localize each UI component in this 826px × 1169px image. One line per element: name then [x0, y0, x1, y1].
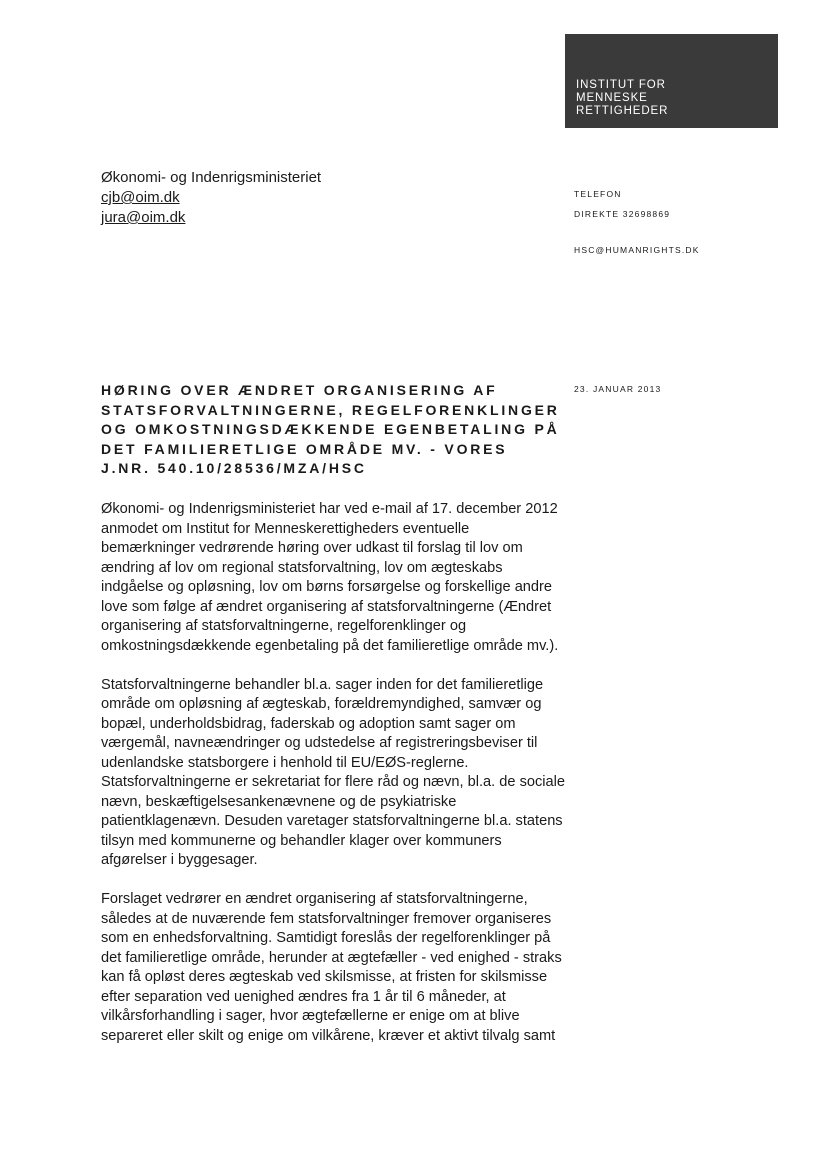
institute-logo: [565, 34, 778, 128]
logo-line-1: INSTITUT FOR: [576, 79, 666, 91]
recipient-name: Økonomi- og Indenrigsministeriet: [101, 169, 322, 186]
recipient-block: [101, 168, 321, 228]
phone-label: TELEFON: [574, 189, 622, 199]
body-paragraph: Forslaget vedrører en ændret organisering af statsforvaltningerne, således at de nuværende fem statsforvaltninger fremover organiseres som en enhedsforvaltning. Samtidigt foreslås der regelforenklinger på det familieretlige område, herunder at ægtefæller - ved enighed - straks kan få opløst deres ægteskab ved skilsmisse, at fristen for skilsmisse efter separation ved uenighed ændres fra 1 år til 6 måneder, at vilkårsforhandling i sager, hvor ægtefællerne er enige om at blive separeret eller skilt og enige om vilkårene, kræver et aktivt tilvalg samt: [101, 891, 562, 1044]
direct-phone: DIREKTE 32698869: [574, 209, 671, 219]
logo-line-3: RETTIGHEDER: [576, 105, 669, 117]
logo-line-2: MENNESKE: [576, 92, 648, 104]
body-paragraph: Statsforvaltningerne behandler bl.a. sager inden for det familieretlige område om opløsning af ægteskab, forældremyndighed, samvær og bopæl, underholdsbidrag, faderskab og adoption samt sager om værgemål, navneændringer og udstedelse af registreringsbeviser til udenlandske statsborgere i henhold til EU/EØS-reglerne. Statsforvaltningerne er sekretariat for flere råd og nævn, bl.a. de sociale nævn, beskæftigelsesankenævnene og de psykiatriske patientklagenævn. Desuden varetager statsforvaltningerne bl.a. statens tilsyn med kommunerne og behandler klager over kommuners afgørelser i byggesager.: [101, 676, 565, 868]
letter-subject: HØRING OVER ÆNDRET ORGANISERING AF STATSFORVALTNINGERNE, REGELFORENKLINGER OG OMKOSTNINGSDÆKKENDE EGENBETALING PÅ DET FAMILIERETLIGE OMRÅDE MV. - VORES J.NR. 540.10/28536/MZA/HSC: [101, 382, 560, 476]
letter-body: [101, 500, 571, 1066]
body-paragraph: Økonomi- og Indenrigsministeriet har ved e-mail af 17. december 2012 anmodet om Institut for Menneskerettigheders eventuelle bemærkninger vedrørende høring over udkast til forslag til lov om ændring af lov om regional statsforvaltning, lov om ægteskabs indgåelse og opløsning, lov om børns forsørgelse og forskellige andre love som følge af ændret organisering af statsforvaltningerne (Ændret organisering af statsforvaltningerne, regelforenklinger og omkostningsdækkende egenbetaling på det familieretlige område mv.).: [101, 501, 559, 654]
letter-date: 23. JANUAR 2013: [574, 384, 662, 394]
logo-text: [576, 79, 668, 118]
contact-email[interactable]: HSC@HUMANRIGHTS.DK: [574, 245, 700, 255]
recipient-email-link[interactable]: cjb@oim.dk: [101, 189, 180, 206]
recipient-email-link[interactable]: jura@oim.dk: [101, 209, 186, 226]
